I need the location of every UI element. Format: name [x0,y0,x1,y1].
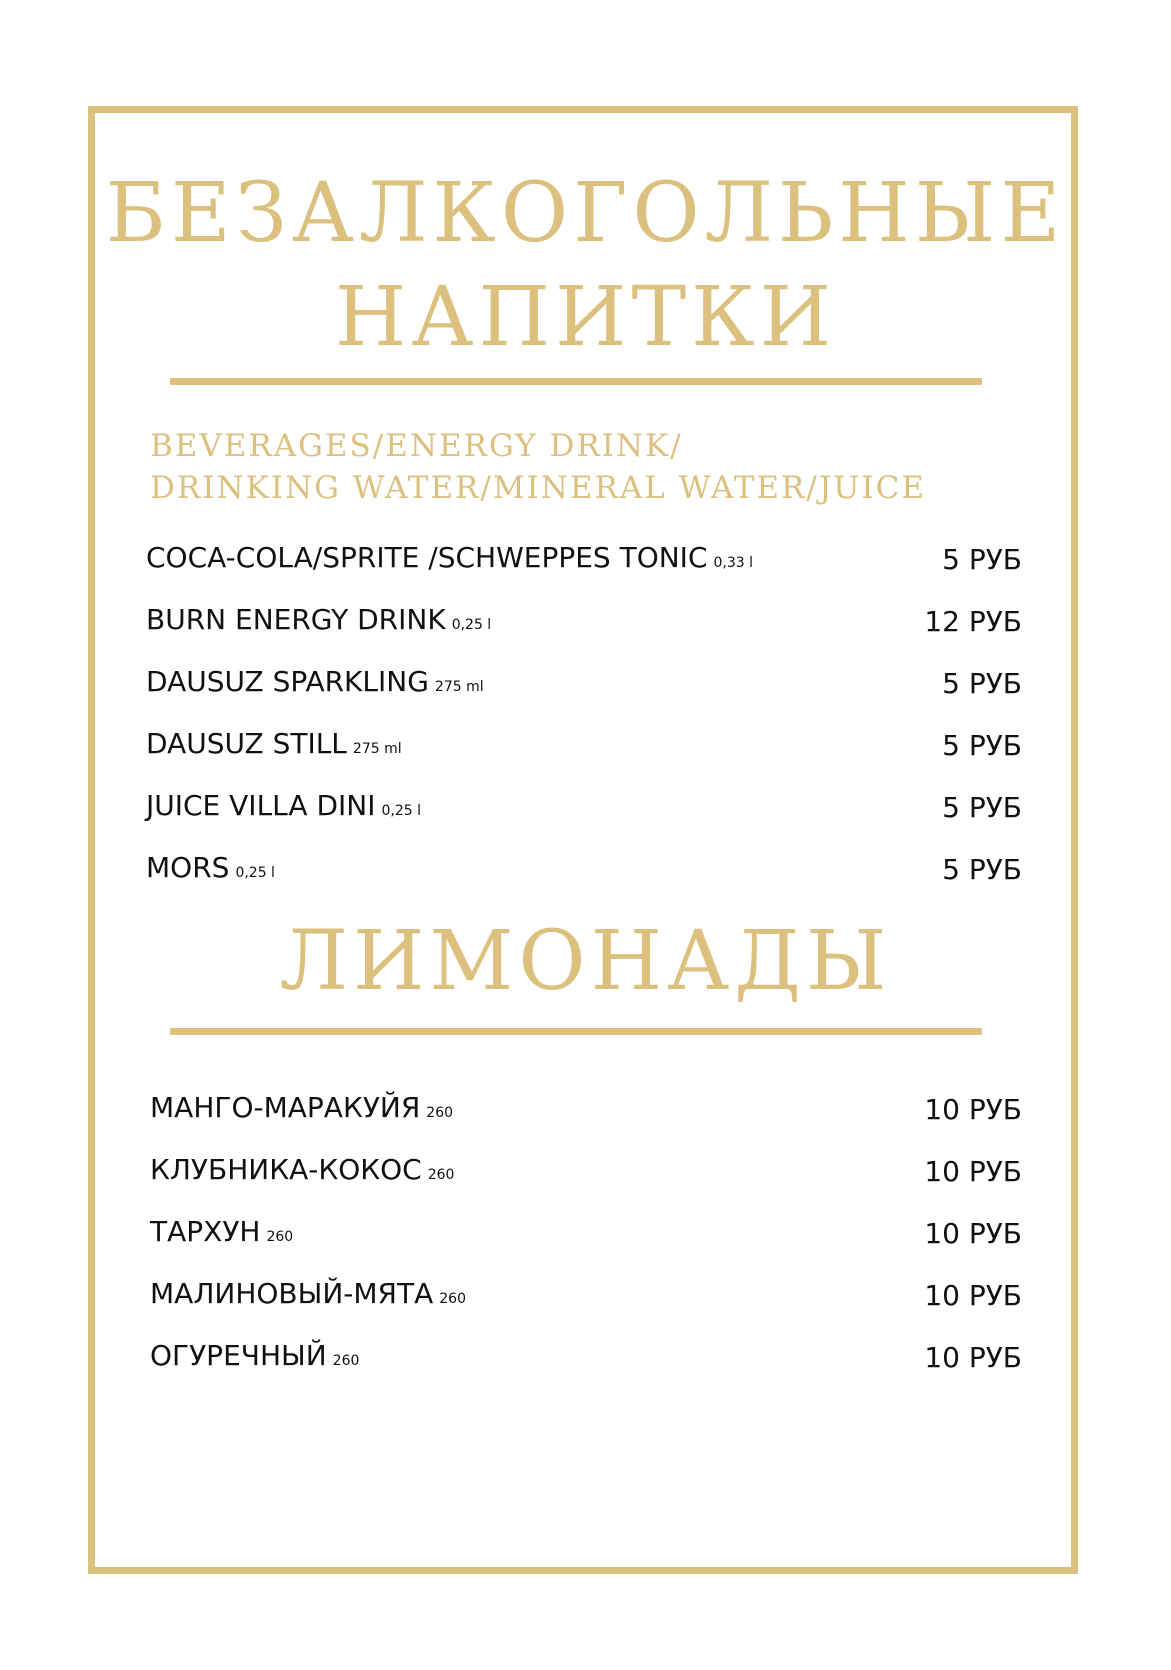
item-name [150,1336,359,1381]
menu-item [146,1212,1022,1252]
item-price: 10 РУБ [924,1093,1022,1126]
item-label: КЛУБНИКА-КОКОС [150,1153,422,1186]
item-label: ТАРХУН [150,1215,261,1248]
item-volume: 260 [427,1167,455,1183]
item-label: JUICE VILLA DINI [146,789,376,822]
item-name [150,1274,466,1319]
item-label: BURN ENERGY DRINK [146,603,446,636]
item-volume: 275 ml [352,741,402,757]
menu-item [146,662,1022,702]
item-name [150,1088,453,1133]
item-name [150,1212,293,1257]
item-label: COCA-COLA/SPRITE /SCHWEPPES TONIC [146,541,708,574]
item-label: DAUSUZ SPARKLING [146,665,429,698]
item-label: DAUSUZ STILL [146,727,347,760]
item-price: 5 РУБ [942,853,1022,886]
menu-item [146,724,1022,764]
menu-item [146,1150,1022,1190]
item-label: MORS [146,851,230,884]
menu-item [146,1336,1022,1376]
item-volume: 0,25 l [381,803,421,819]
menu-item [146,600,1022,640]
item-volume: 260 [426,1105,454,1121]
divider-rule [170,378,982,385]
menu-item [146,1274,1022,1314]
item-volume: 0,33 l [713,555,754,571]
section-title-line1: БЕЗАЛКОГОЛЬНЫЕ [105,166,1066,261]
item-price: 10 РУБ [924,1279,1022,1312]
divider-rule [170,1028,982,1035]
item-price: 5 РУБ [942,729,1022,762]
item-name [146,724,402,769]
item-volume: 260 [332,1353,360,1369]
menu-item [146,1088,1022,1128]
item-volume: 0,25 l [451,617,492,633]
item-price: 10 РУБ [924,1155,1022,1188]
menu-item [146,786,1022,826]
menu-item [146,848,1022,888]
item-name [146,538,753,583]
item-name [146,662,484,707]
item-volume: 0,25 l [235,865,275,881]
lemonades-title: ЛИМОНАДЫ [279,914,892,1009]
section-subtitle-line1: BEVERAGES/ENERGY DRINK/ [150,428,683,464]
item-name [146,600,491,645]
item-label: МАНГО-МАРАКУЙЯ [150,1091,421,1124]
item-name [150,1150,454,1195]
item-volume: 260 [266,1229,294,1245]
section-title-line2: НАПИТКИ [334,270,837,365]
item-name [146,786,421,831]
item-label: МАЛИНОВЫЙ-МЯТА [150,1277,434,1310]
item-price: 5 РУБ [942,791,1022,824]
item-volume: 275 ml [434,679,484,695]
item-price: 5 РУБ [942,667,1022,700]
section-subtitle-line2: DRINKING WATER/MINERAL WATER/JUICE [150,470,926,506]
item-price: 10 РУБ [924,1341,1022,1374]
item-name [146,848,275,893]
item-price: 10 РУБ [924,1217,1022,1250]
item-price: 12 РУБ [924,605,1022,638]
menu-item [146,538,1022,578]
item-volume: 260 [439,1291,466,1307]
item-label: ОГУРЕЧНЫЙ [150,1339,327,1372]
item-price: 5 РУБ [942,543,1022,576]
